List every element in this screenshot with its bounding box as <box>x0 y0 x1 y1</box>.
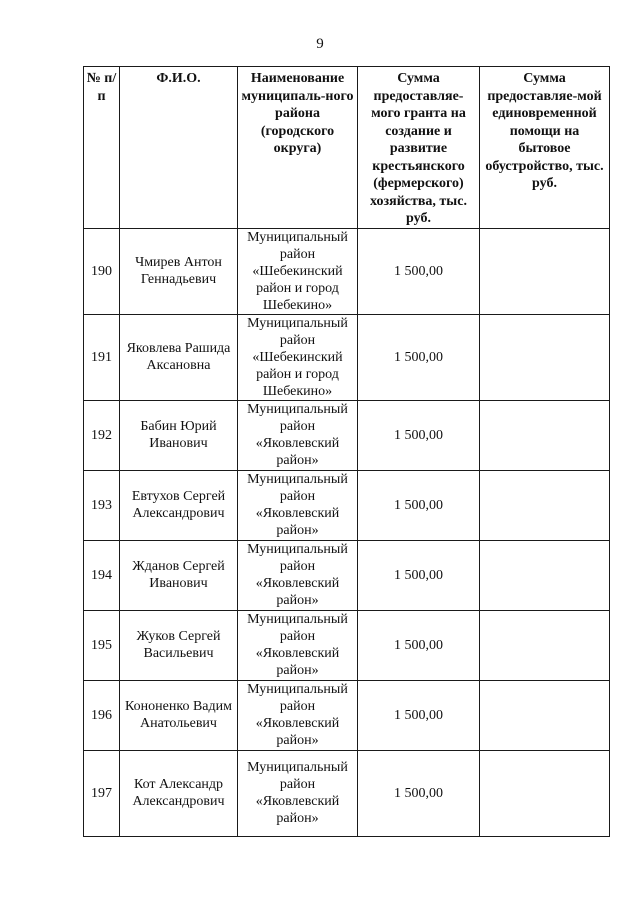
cell-district: Муниципальный район «Яковлевский район» <box>238 610 358 680</box>
header-district: Наименование муниципаль-ного района (городского округа) <box>238 67 358 229</box>
cell-grant-amount: 1 500,00 <box>358 228 480 314</box>
cell-full-name: Евтухов Сергей Александрович <box>120 470 238 540</box>
cell-help-amount <box>480 400 610 470</box>
cell-grant-amount: 1 500,00 <box>358 540 480 610</box>
cell-district: Муниципальный район «Яковлевский район» <box>238 470 358 540</box>
cell-grant-amount: 1 500,00 <box>358 314 480 400</box>
cell-grant-amount: 1 500,00 <box>358 610 480 680</box>
cell-district: Муниципальный район «Шебекинский район и город Шебекино» <box>238 314 358 400</box>
table-row <box>84 680 610 750</box>
cell-number: 192 <box>84 400 120 470</box>
cell-number: 190 <box>84 228 120 314</box>
header-help-amount: Сумма предоставляе-мой единовременной помощи на бытовое обустройство, тыс. руб. <box>480 67 610 229</box>
grant-recipients-table <box>83 66 610 837</box>
table-row <box>84 470 610 540</box>
cell-full-name: Жданов Сергей Иванович <box>120 540 238 610</box>
cell-grant-amount: 1 500,00 <box>358 680 480 750</box>
cell-full-name: Яковлева Рашида Аксановна <box>120 314 238 400</box>
cell-number: 194 <box>84 540 120 610</box>
cell-full-name: Жуков Сергей Васильевич <box>120 610 238 680</box>
cell-full-name: Кот Александр Александрович <box>120 750 238 836</box>
page-number: 9 <box>316 36 324 52</box>
cell-grant-amount: 1 500,00 <box>358 750 480 836</box>
cell-number: 195 <box>84 610 120 680</box>
cell-district: Муниципальный район «Яковлевский район» <box>238 400 358 470</box>
cell-district: Муниципальный район «Яковлевский район» <box>238 540 358 610</box>
table-row <box>84 228 610 314</box>
table-row <box>84 610 610 680</box>
cell-help-amount <box>480 470 610 540</box>
header-grant-amount: Сумма предоставляе-мого гранта на создание и развитие крестьянского (фермерского) хозяйства, тыс. руб. <box>358 67 480 229</box>
cell-district: Муниципальный район «Шебекинский район и город Шебекино» <box>238 228 358 314</box>
cell-number: 196 <box>84 680 120 750</box>
cell-help-amount <box>480 314 610 400</box>
cell-number: 193 <box>84 470 120 540</box>
cell-full-name: Кононенко Вадим Анатольевич <box>120 680 238 750</box>
cell-help-amount <box>480 610 610 680</box>
table-row <box>84 314 610 400</box>
header-full-name: Ф.И.О. <box>120 67 238 229</box>
table-row <box>84 750 610 836</box>
cell-district: Муниципальный район «Яковлевский район» <box>238 680 358 750</box>
cell-help-amount <box>480 540 610 610</box>
cell-full-name: Чмирев Антон Геннадьевич <box>120 228 238 314</box>
cell-number: 191 <box>84 314 120 400</box>
cell-number: 197 <box>84 750 120 836</box>
cell-grant-amount: 1 500,00 <box>358 470 480 540</box>
cell-help-amount <box>480 228 610 314</box>
cell-help-amount <box>480 750 610 836</box>
cell-full-name: Бабин Юрий Иванович <box>120 400 238 470</box>
cell-grant-amount: 1 500,00 <box>358 400 480 470</box>
header-number: № п/п <box>84 67 120 229</box>
cell-help-amount <box>480 680 610 750</box>
table-header-row <box>84 67 610 229</box>
table-row <box>84 400 610 470</box>
cell-district: Муниципальный район «Яковлевский район» <box>238 750 358 836</box>
table-row <box>84 540 610 610</box>
